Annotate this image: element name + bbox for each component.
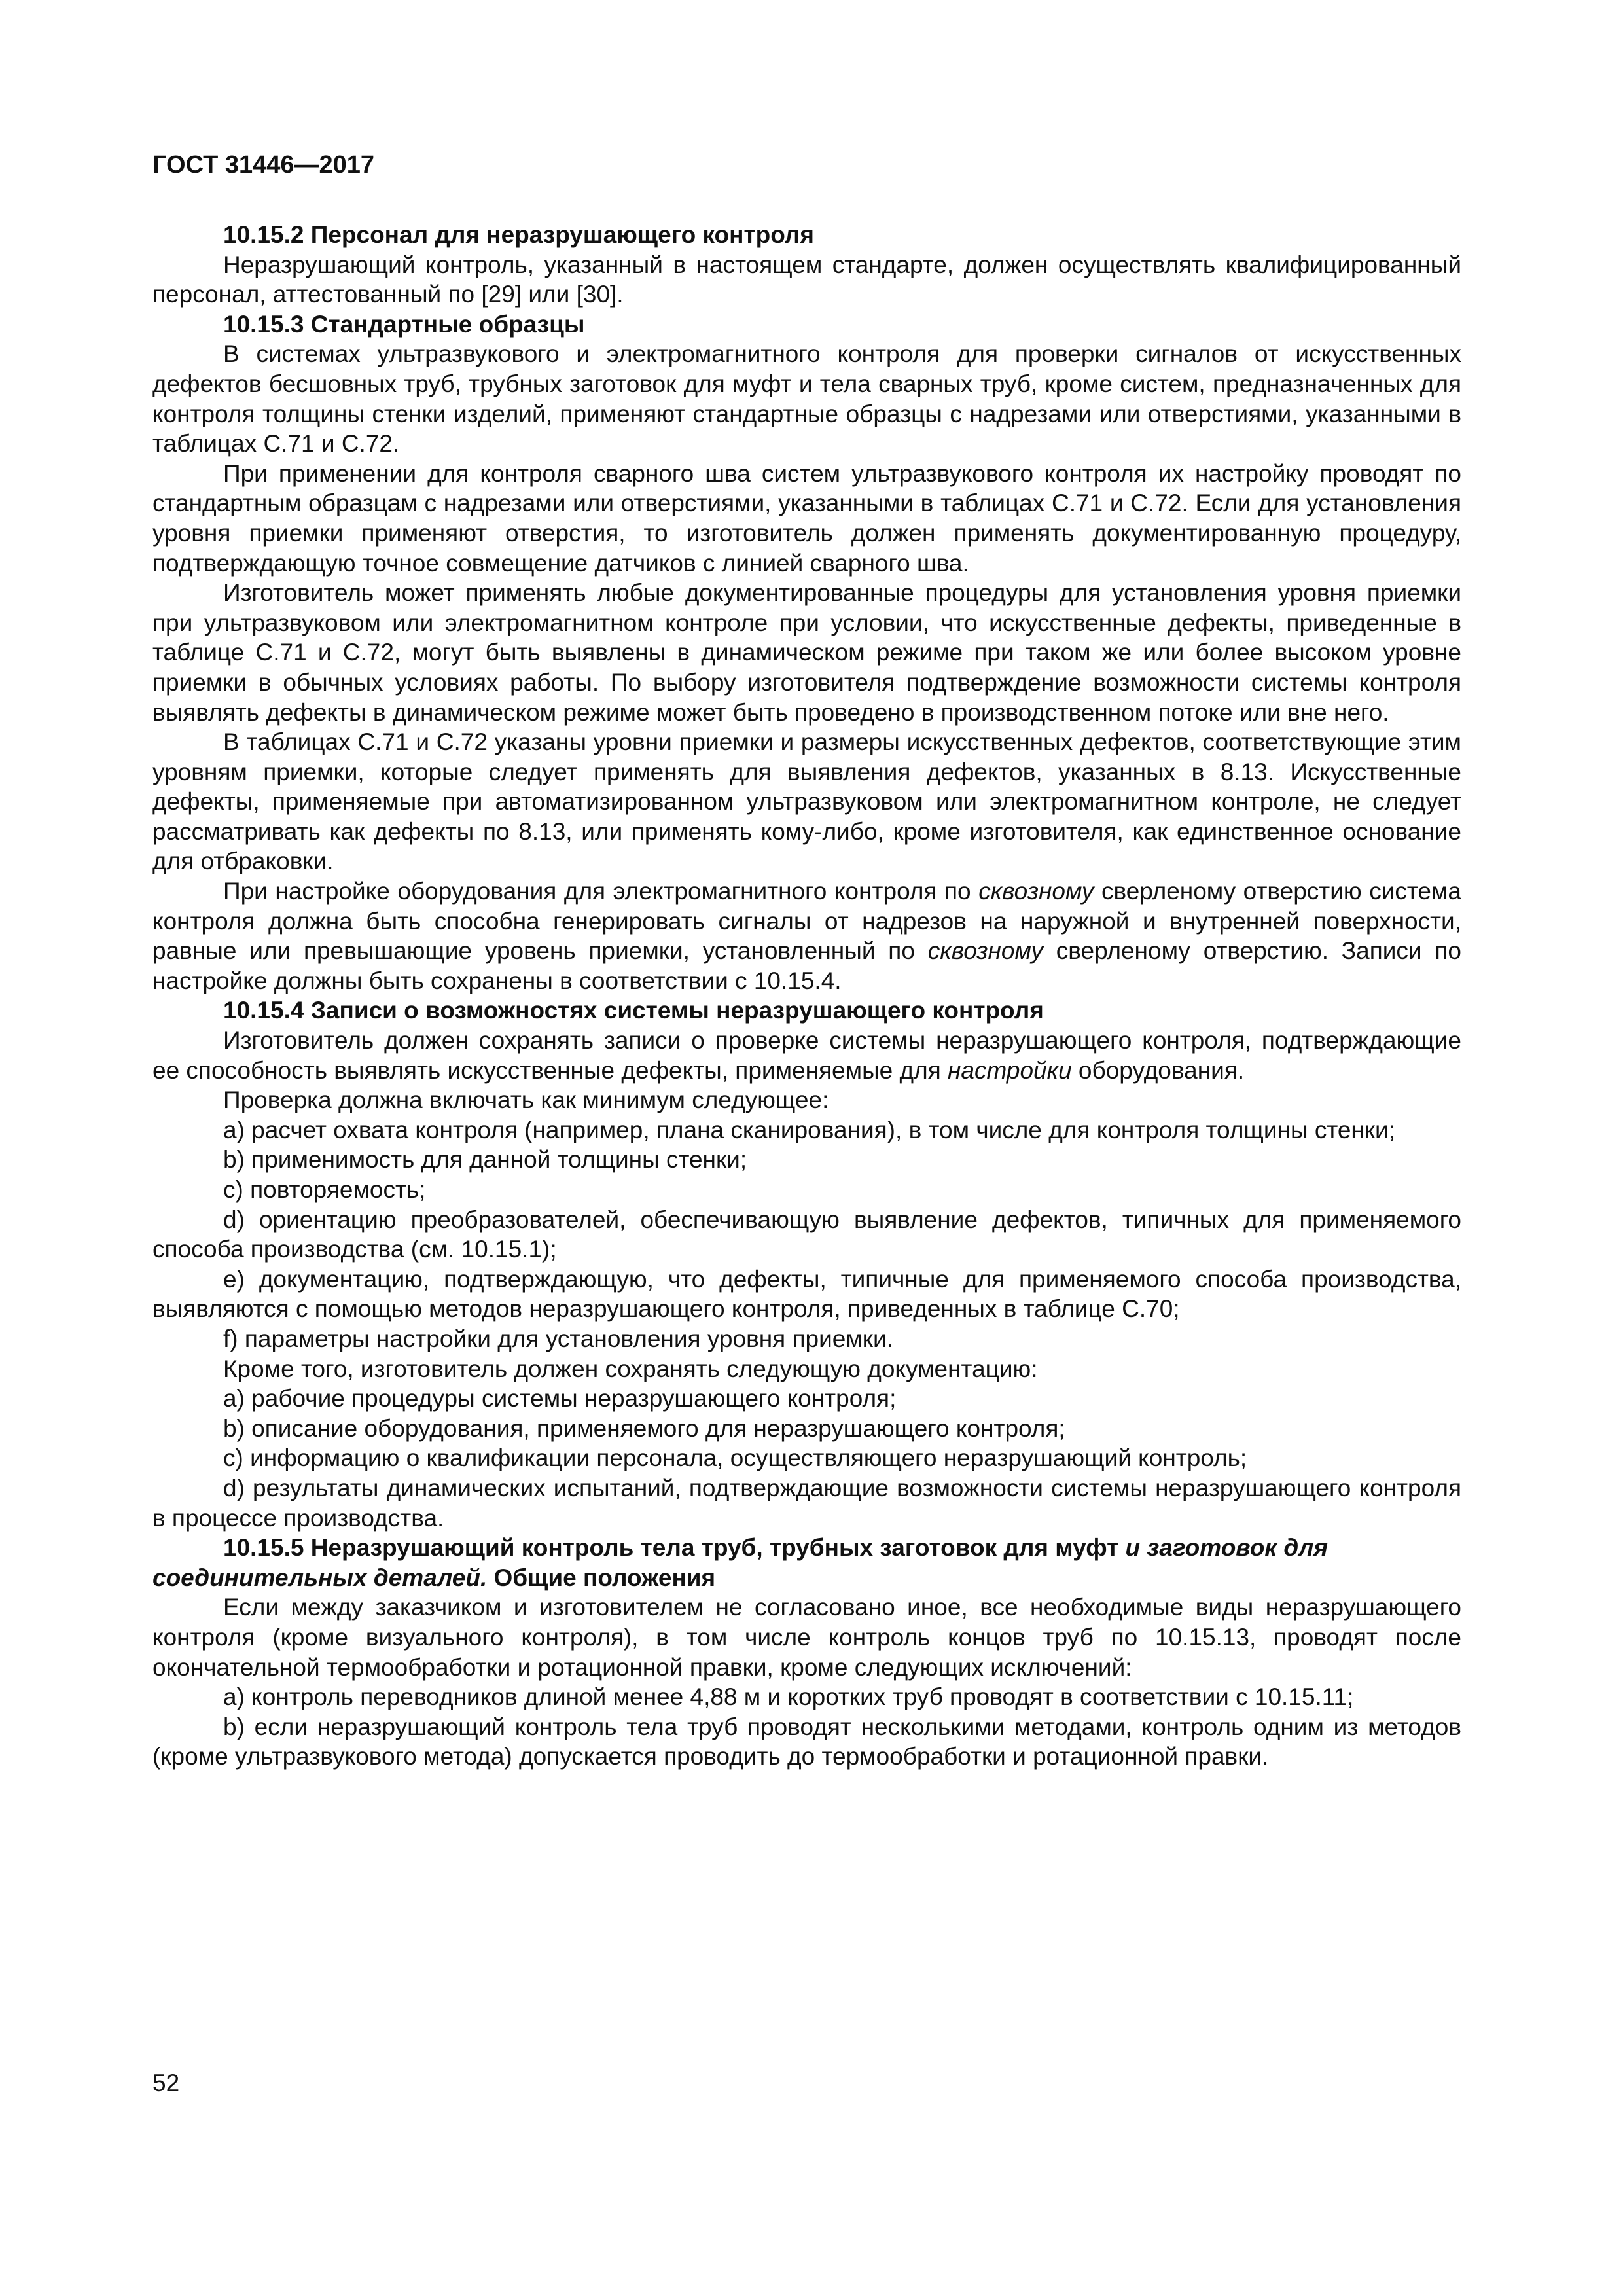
emphasis-text: настройки xyxy=(948,1056,1072,1084)
document-code: ГОСТ 31446—2017 xyxy=(152,151,375,179)
list-item: d) ориентацию преобразователей, обеспечивающую выявление дефектов, типичных для применяемого способа производства (см. 10.15.1); xyxy=(152,1206,1461,1263)
list-item: а) контроль переводников длиной менее 4,88 м и коротких труб проводят в соответствии с 10.15.11; xyxy=(223,1683,1354,1711)
text-run: Общие положения xyxy=(487,1564,716,1591)
section-heading-10-15-5 xyxy=(152,1533,1461,1592)
section-heading-10-15-2: 10.15.2 Персонал для неразрушающего контроля xyxy=(223,221,814,248)
page-number: 52 xyxy=(152,2070,180,2096)
list-item: а) расчет охвата контроля (например, плана сканирования), в том числе для контроля толщины стенки; xyxy=(223,1116,1395,1143)
list-item: b) описание оборудования, применяемого для неразрушающего контроля; xyxy=(223,1414,1065,1442)
paragraph: Неразрушающий контроль, указанный в настоящем стандарте, должен осуществлять квалифицированный персонал, аттестованный по [29] или [30]. xyxy=(152,251,1461,308)
text-run: сверленому отверстию. Записи по настройке должны быть сохранены в соответствии с 10.15.4. xyxy=(152,937,1461,994)
paragraph: Если между заказчиком и изготовителем не согласовано иное, все необходимые виды неразрушающего контроля (кроме визуального контроля), в том числе контроль концов труб по 10.15.13, проводят после окончательной термообработки и ротационной правки, кроме следующих исключений: xyxy=(152,1594,1461,1681)
text-run: При настройке оборудования для электромагнитного контроля по xyxy=(223,878,979,905)
paragraph: Изготовитель может применять любые документированные процедуры для установления уровня приемки при ультразвуковом или электромагнитном контроле при условии, что искусственные дефекты, приведенные в таблице С.71 и С.72, могут быть выявлены в динамическом режиме при таком же или более высоком уровне приемки в обычных условиях работы. По выбору изготовителя подтверждение возможности системы контроля выявлять дефекты в динамическом режиме может быть проведено в производственном потоке или вне него. xyxy=(152,579,1461,726)
paragraph xyxy=(152,876,1461,996)
paragraph xyxy=(152,1026,1461,1085)
list-item: а) рабочие процедуры системы неразрушающего контроля; xyxy=(223,1385,897,1412)
text-run: 10.15.5 Неразрушающий контроль тела труб, трубных заготовок для муфт xyxy=(223,1534,1126,1562)
list-item: c) повторяемость; xyxy=(223,1176,426,1203)
emphasis-text: сквозному xyxy=(927,937,1043,965)
paragraph: При применении для контроля сварного шва систем ультразвукового контроля их настройку проводят по стандартным образцам с надрезами или отверстиями, указанными в таблицах С.71 и С.72. Если для установления уровня приемки применяют отверстия, то изготовитель должен применять документированную процедуру, подтверждающую точное совмещение датчиков с линией сварного шва. xyxy=(152,459,1461,577)
paragraph: Кроме того, изготовитель должен сохранять следующую документацию: xyxy=(223,1355,1038,1382)
paragraph: В системах ультразвукового и электромагнитного контроля для проверки сигналов от искусственных дефектов бесшовных труб, трубных заготовок для муфт и тела сварных труб, кроме систем, предназначенных для контроля толщины стенки изделий, применяют стандартные образцы с надрезами или отверстиями, указанными в таблицах С.71 и С.72. xyxy=(152,340,1461,457)
text-run: сверленому отверстию система контроля должна быть способна генерировать сигналы от надрезов на наружной и внутренней поверхности, равные или превышающие уровень приемки, установленный по xyxy=(152,878,1461,965)
section-heading-10-15-4: 10.15.4 Записи о возможностях системы неразрушающего контроля xyxy=(223,997,1044,1024)
list-item: c) информацию о квалификации персонала, осуществляющего неразрушающий контроль; xyxy=(223,1444,1247,1472)
list-item: e) документацию, подтверждающую, что дефекты, типичные для применяемого способа производства, выявляются с помощью методов неразрушающего контроля, приведенных в таблице С.70; xyxy=(152,1265,1461,1323)
text-run: Изготовитель должен сохранять записи о проверке системы неразрушающего контроля, подтверждающие ее способность выявлять искусственные дефекты, применяемые для xyxy=(152,1027,1461,1084)
section-heading-10-15-3: 10.15.3 Стандартные образцы xyxy=(223,310,585,338)
paragraph: В таблицах С.71 и С.72 указаны уровни приемки и размеры искусственных дефектов, соответствующие этим уровням приемки, которые следует применять для выявления дефектов, указанных в 8.13. Искусственные дефекты, применяемые при автоматизированном ультразвуковом или электромагнитном контроле, не следует рассматривать как дефекты по 8.13, или применять кому-либо, кроме изготовителя, как единственное основание для отбраковки. xyxy=(152,728,1461,875)
list-item: d) результаты динамических испытаний, подтверждающие возможности системы неразрушающего контроля в процессе производства. xyxy=(152,1474,1461,1532)
emphasis-text: сквозному xyxy=(978,878,1094,905)
paragraph: Проверка должна включать как минимум следующее: xyxy=(223,1086,829,1114)
document-body xyxy=(152,220,1461,1772)
emphasis-text: и заготовок для соединительных деталей. xyxy=(152,1534,1329,1591)
text-run: оборудования. xyxy=(1071,1056,1245,1084)
list-item: b) применимость для данной толщины стенки; xyxy=(223,1146,747,1174)
list-item: b) если неразрушающий контроль тела труб проводят несколькими методами, контроль одним из методов (кроме ультразвукового метода) допускается проводить до термообработки и ротационной правки. xyxy=(152,1713,1461,1770)
list-item: f) параметры настройки для установления уровня приемки. xyxy=(223,1325,893,1352)
